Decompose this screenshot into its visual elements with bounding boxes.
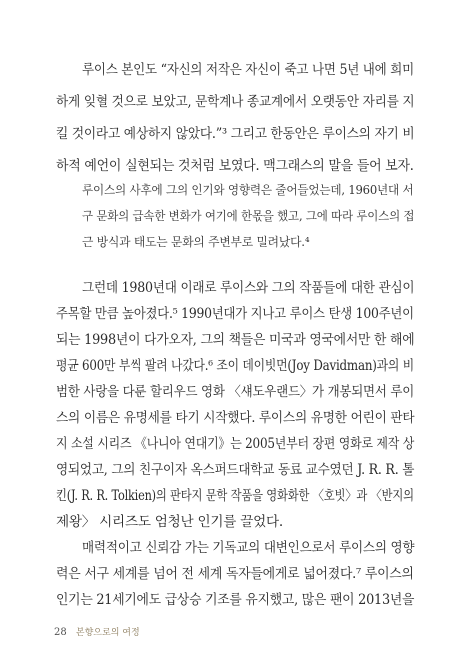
text-line: 력은 서구 세계를 넘어 전 세계 독자들에게로 넓어졌다.⁷ 루이스의 [56,566,414,582]
text-line: 평균 600만 부씩 팔려 나갔다.⁶ 조이 데이빗먼(Joy Davidman)과의 비 [56,358,414,374]
text-line: 인기는 21세기에도 급상승 기조를 유지했고, 많은 팬이 2013년을 [56,592,415,608]
text-line: 범한 사랑을 다룬 할리우드 영화 〈섀도우랜드〉가 개봉되면서 루이 [56,384,415,400]
text-line: 제왕〉 시리즈도 엄청난 인기를 끌었다. [56,514,283,530]
page-footer [54,625,140,638]
text-line: 근 방식과 태도는 문화의 주변부로 밀려났다.⁴ [82,235,310,249]
text-line: 그런데 1980년대 이래로 루이스와 그의 작품들에 대한 관심이 [82,280,415,296]
text-line: 매력적이고 신뢰감 가는 기독교의 대변인으로서 루이스의 영향 [82,540,415,556]
text-line: 킬 것이라고 예상하지 않았다.”³ 그리고 한동안은 루이스의 자기 비 [56,126,415,142]
text-line: 루이스 본인도 “자신의 저작은 자신이 죽고 나면 5년 내에 희미 [82,62,414,78]
page-number: 28 [54,627,67,638]
text-line: 지 소설 시리즈 《나니아 연대기》는 2005년부터 장편 영화로 제작 상 [56,436,415,452]
text-line: 스의 이름은 유명세를 타기 시작했다. 루이스의 유명한 어린이 판타 [56,410,415,426]
text-line: 하게 잊혈 것으로 보았고, 문학계나 종교계에서 오랫동안 자리를 지 [56,94,415,110]
text-line: 하적 예언이 실현되는 것처럼 보였다. 맥그래스의 말을 들어 보자. [56,158,414,174]
text-line: 영되었고, 그의 친구이자 옥스퍼드대학교 동료 교수였던 J. R. R. 톨 [56,462,415,478]
text-line: 되는 1998년이 다가오자, 그의 책들은 미국과 영국에서만 한 해에 [56,332,415,348]
text-line: 킨(J. R. R. Tolkien)의 판타지 문학 작품을 영화화한 〈호빗〉과 〈반지의 [56,488,414,504]
text-line: 루이스의 사후에 그의 인기와 영향력은 줄어들었는데, 1960년대 서 [82,183,414,197]
running-title: 본향으로의 여정 [75,628,140,638]
text-line: 구 문화의 급속한 변화가 여기에 한몫을 했고, 그에 따라 루이스의 접 [82,209,415,223]
text-line: 주목할 만큼 높아졌다.⁵ 1990년대가 지나고 루이스 탄생 100주년이 [56,306,414,322]
